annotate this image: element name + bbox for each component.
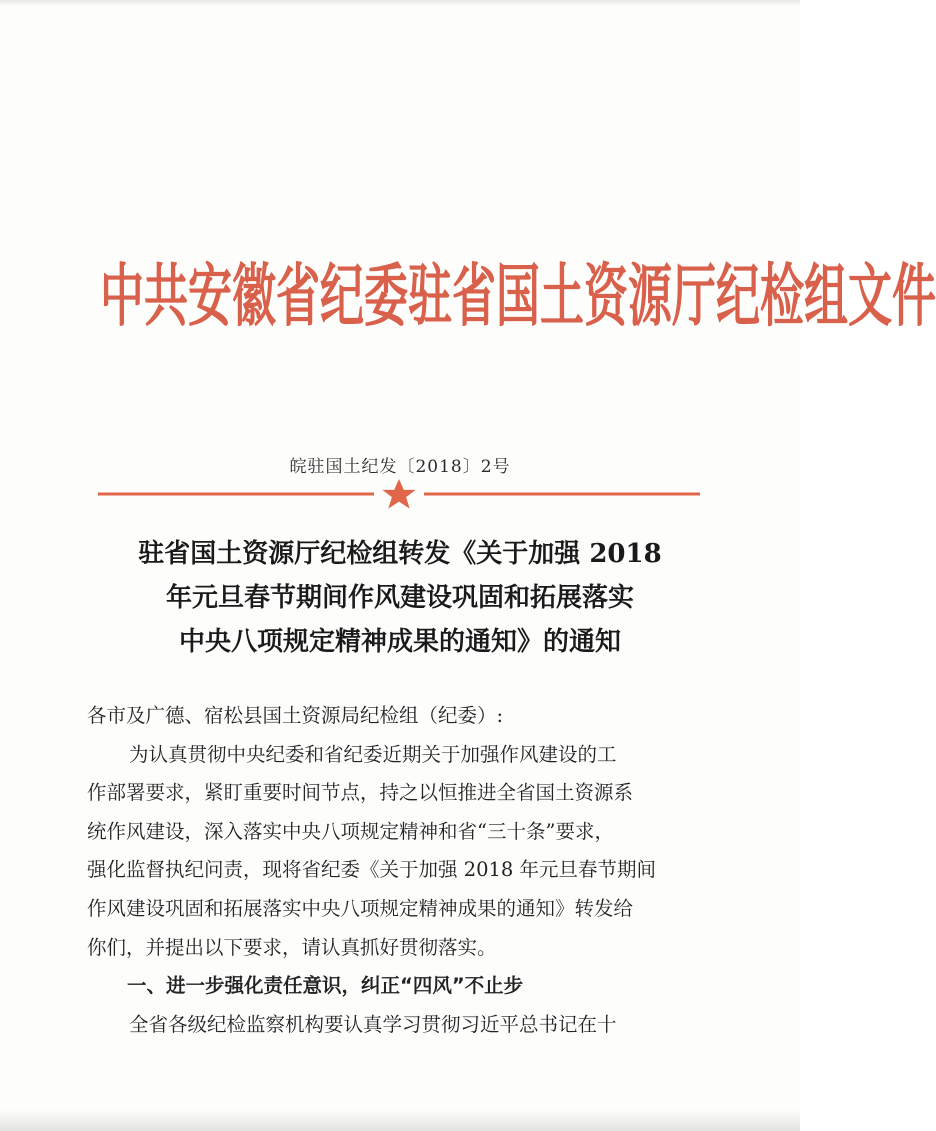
salutation: 各市及广德、宿松县国土资源局纪检组（纪委）: — [87, 704, 504, 727]
scan-edge-top — [0, 0, 800, 6]
paragraph-line-6: 你们，并提出以下要求，请认真抓好贯彻落实。 — [87, 935, 497, 959]
document-number: 皖驻国土纪发〔2018〕2号 — [289, 457, 511, 477]
paragraph-line-1: 为认真贯彻中央纪委和省纪委近期关于加强作风建设的工 — [129, 742, 617, 766]
title-line-1: 驻省国土资源厅纪检组转发《关于加强 2018 — [138, 539, 662, 569]
paragraph-line-2: 作部署要求，紧盯重要时间节点，持之以恒推进全省国土资源系 — [87, 781, 634, 805]
scan-edge-bottom — [0, 1110, 800, 1131]
document-body — [87, 697, 717, 1044]
paragraph-line-4: 强化监督执纪问责，现将省纪委《关于加强 2018 年元旦春节期间 — [87, 858, 657, 882]
paragraph-last-line: 全省各级纪检监察机构要认真学习贯彻习近平总书记在十 — [129, 1012, 617, 1036]
star-icon — [382, 479, 415, 509]
title-line-2: 年元旦春节期间作风建设巩固和拓展落实 — [165, 583, 634, 613]
red-divider — [98, 478, 700, 518]
paragraph-line-5: 作风建设巩固和拓展落实中央八项规定精神成果的通知》转发给 — [87, 896, 634, 920]
red-header-title: 中共安徽省纪委驻省国土资源厅纪检组文件 — [100, 257, 936, 337]
title-line-3: 中央八项规定精神成果的通知》的通知 — [178, 627, 621, 657]
section-heading: 一、进一步强化责任意识，纠正“四风”不止步 — [127, 974, 524, 998]
paragraph-line-3: 统作风建设，深入落实中央八项规定精神和省“三十条”要求， — [87, 819, 614, 843]
document-title — [80, 532, 720, 664]
